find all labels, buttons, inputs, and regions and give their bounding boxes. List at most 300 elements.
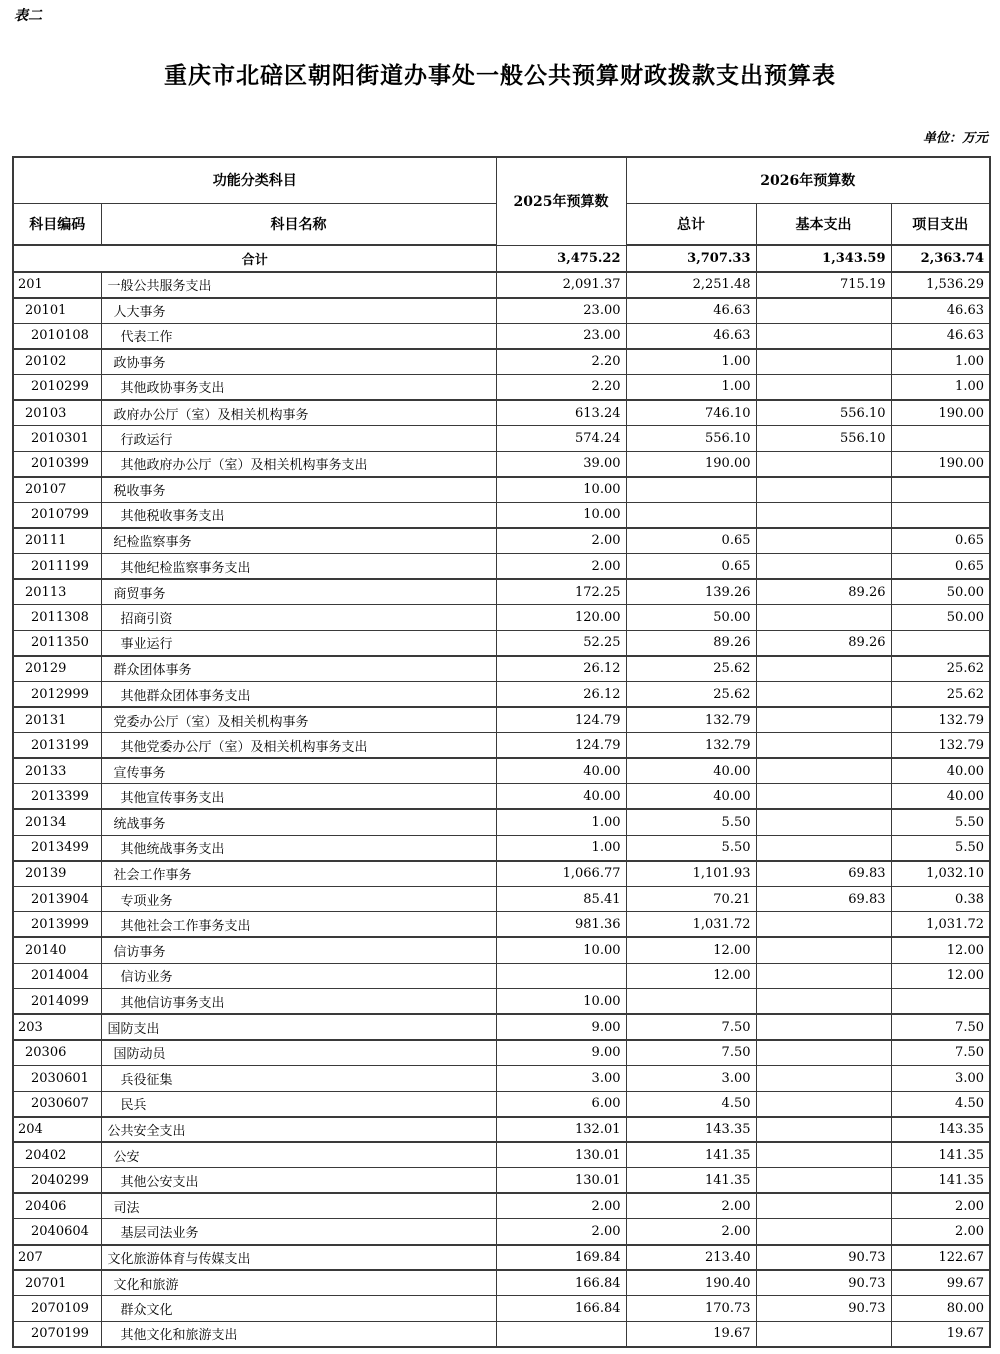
subject-code-cell: 2010299 (13, 374, 101, 400)
budget-2026-total-cell: 213.40 (626, 1245, 756, 1271)
budget-2026-total-cell: 40.00 (626, 758, 756, 784)
table-row (13, 1219, 990, 1245)
table-header (13, 157, 990, 245)
budget-2025-cell: 120.00 (496, 605, 626, 631)
subject-code-cell: 20134 (13, 809, 101, 835)
budget-2026-total-cell: 50.00 (626, 605, 756, 631)
budget-2026-total-cell: 746.10 (626, 400, 756, 426)
budget-2026-total-cell: 1.00 (626, 349, 756, 375)
budget-2026-total-cell: 143.35 (626, 1117, 756, 1143)
budget-2026-project-cell: 12.00 (891, 937, 990, 963)
budget-2026-project-cell (891, 989, 990, 1015)
budget-2025-cell: 26.12 (496, 682, 626, 708)
budget-2025-cell: 2.20 (496, 349, 626, 375)
grand-total-2026-total: 3,707.33 (626, 245, 756, 272)
subject-name-cell: 基层司法业务 (101, 1219, 496, 1245)
budget-2025-cell: 39.00 (496, 451, 626, 477)
budget-2026-project-cell: 1.00 (891, 349, 990, 375)
budget-2026-project-cell: 40.00 (891, 758, 990, 784)
budget-2026-basic-cell (756, 298, 891, 324)
subject-name-cell: 事业运行 (101, 630, 496, 656)
budget-2025-cell: 52.25 (496, 630, 626, 656)
subject-code-cell: 2040299 (13, 1168, 101, 1194)
budget-2026-total-cell: 4.50 (626, 1091, 756, 1117)
budget-2026-basic-cell (756, 1117, 891, 1143)
budget-2026-basic-cell (756, 707, 891, 733)
budget-2025-cell: 2.00 (496, 1219, 626, 1245)
budget-2026-total-cell: 7.50 (626, 1014, 756, 1040)
budget-2026-project-cell: 132.79 (891, 707, 990, 733)
subject-code-cell: 203 (13, 1014, 101, 1040)
table-row (13, 733, 990, 759)
unit-note: 单位：万元 (922, 131, 988, 146)
subject-code-cell: 20131 (13, 707, 101, 733)
table-row (13, 1193, 990, 1219)
budget-2026-basic-cell (756, 784, 891, 810)
table-row (13, 400, 990, 426)
budget-2026-total-cell: 556.10 (626, 426, 756, 452)
subject-name-cell: 公安 (101, 1142, 496, 1168)
subject-code-cell: 20107 (13, 477, 101, 503)
grand-total-2026-project: 2,363.74 (891, 245, 990, 272)
budget-2026-project-cell: 4.50 (891, 1091, 990, 1117)
budget-2026-total-cell: 70.21 (626, 886, 756, 912)
budget-2026-project-cell: 141.35 (891, 1142, 990, 1168)
budget-2025-cell: 3.00 (496, 1065, 626, 1091)
budget-2026-basic-cell: 715.19 (756, 272, 891, 298)
table-row (13, 272, 990, 298)
budget-2025-cell: 23.00 (496, 298, 626, 324)
budget-2026-basic-cell (756, 605, 891, 631)
budget-2026-total-cell: 132.79 (626, 733, 756, 759)
budget-2025-cell (496, 963, 626, 989)
budget-2026-total-cell (626, 477, 756, 503)
budget-2026-project-cell: 25.62 (891, 656, 990, 682)
budget-2026-basic-cell (756, 374, 891, 400)
header-2026-basic: 基本支出 (756, 203, 891, 245)
subject-code-cell: 2013399 (13, 784, 101, 810)
subject-code-cell: 2010301 (13, 426, 101, 452)
subject-code-cell: 2040604 (13, 1219, 101, 1245)
table-row (13, 1296, 990, 1322)
subject-name-cell: 群众文化 (101, 1296, 496, 1322)
grand-total-label: 合计 (13, 245, 496, 272)
budget-2026-total-cell (626, 502, 756, 528)
subject-name-cell: 其他政协事务支出 (101, 374, 496, 400)
subject-code-cell: 20102 (13, 349, 101, 375)
budget-2026-project-cell: 190.00 (891, 451, 990, 477)
budget-2026-basic-cell: 556.10 (756, 400, 891, 426)
subject-name-cell: 纪检监察事务 (101, 528, 496, 554)
table-row (13, 1245, 990, 1271)
subject-name-cell: 民兵 (101, 1091, 496, 1117)
budget-2026-total-cell: 19.67 (626, 1321, 756, 1347)
subject-code-cell: 2030607 (13, 1091, 101, 1117)
table-row (13, 1321, 990, 1347)
budget-2025-cell: 124.79 (496, 733, 626, 759)
budget-2025-cell: 130.01 (496, 1142, 626, 1168)
budget-2025-cell: 1.00 (496, 809, 626, 835)
table-row (13, 426, 990, 452)
budget-2026-basic-cell: 90.73 (756, 1245, 891, 1271)
header-2026-total: 总计 (626, 203, 756, 245)
budget-2026-basic-cell (756, 1193, 891, 1219)
header-subject-name: 科目名称 (101, 203, 496, 245)
subject-code-cell: 2012999 (13, 682, 101, 708)
grand-total-2026-basic: 1,343.59 (756, 245, 891, 272)
table-row (13, 298, 990, 324)
header-row-1 (13, 157, 990, 203)
budget-2026-project-cell: 0.65 (891, 528, 990, 554)
budget-2026-basic-cell (756, 758, 891, 784)
table-row (13, 605, 990, 631)
budget-2026-project-cell: 0.65 (891, 554, 990, 580)
budget-2026-basic-cell: 556.10 (756, 426, 891, 452)
budget-2025-cell: 26.12 (496, 656, 626, 682)
subject-code-cell: 2013904 (13, 886, 101, 912)
table-row (13, 656, 990, 682)
budget-2026-project-cell: 80.00 (891, 1296, 990, 1322)
budget-2026-basic-cell (756, 1219, 891, 1245)
subject-name-cell: 兵役征集 (101, 1065, 496, 1091)
budget-2025-cell: 172.25 (496, 579, 626, 605)
budget-2026-total-cell: 89.26 (626, 630, 756, 656)
budget-2025-cell: 613.24 (496, 400, 626, 426)
budget-2026-total-cell: 46.63 (626, 323, 756, 349)
subject-code-cell: 2010108 (13, 323, 101, 349)
table-row (13, 1091, 990, 1117)
budget-2026-total-cell: 12.00 (626, 963, 756, 989)
table-row (13, 323, 990, 349)
table-row (13, 1014, 990, 1040)
subject-code-cell: 20306 (13, 1040, 101, 1066)
table-row (13, 963, 990, 989)
subject-name-cell: 其他公安支出 (101, 1168, 496, 1194)
budget-2026-total-cell: 25.62 (626, 682, 756, 708)
table-row (13, 707, 990, 733)
budget-2025-cell: 10.00 (496, 502, 626, 528)
budget-2026-project-cell: 99.67 (891, 1270, 990, 1296)
budget-2026-total-cell: 2.00 (626, 1193, 756, 1219)
subject-name-cell: 政府办公厅（室）及相关机构事务 (101, 400, 496, 426)
budget-2026-total-cell: 25.62 (626, 656, 756, 682)
budget-2026-basic-cell (756, 1321, 891, 1347)
budget-2026-project-cell: 1,032.10 (891, 861, 990, 887)
budget-2026-project-cell: 1,031.72 (891, 912, 990, 938)
table-row (13, 579, 990, 605)
budget-2025-cell: 2,091.37 (496, 272, 626, 298)
budget-2026-total-cell: 40.00 (626, 784, 756, 810)
subject-code-cell: 204 (13, 1117, 101, 1143)
table-row (13, 937, 990, 963)
budget-2025-cell: 2.20 (496, 374, 626, 400)
subject-name-cell: 其他统战事务支出 (101, 835, 496, 861)
budget-2025-cell: 124.79 (496, 707, 626, 733)
budget-2026-project-cell: 7.50 (891, 1040, 990, 1066)
subject-name-cell: 其他文化和旅游支出 (101, 1321, 496, 1347)
subject-name-cell: 商贸事务 (101, 579, 496, 605)
grand-total-2025: 3,475.22 (496, 245, 626, 272)
budget-2026-basic-cell (756, 323, 891, 349)
subject-code-cell: 2013199 (13, 733, 101, 759)
budget-2026-total-cell (626, 989, 756, 1015)
budget-2026-total-cell: 0.65 (626, 554, 756, 580)
subject-code-cell: 2014004 (13, 963, 101, 989)
budget-2025-cell: 85.41 (496, 886, 626, 912)
subject-name-cell: 党委办公厅（室）及相关机构事务 (101, 707, 496, 733)
budget-2026-project-cell: 2.00 (891, 1193, 990, 1219)
subject-name-cell: 文化和旅游 (101, 1270, 496, 1296)
subject-name-cell: 招商引资 (101, 605, 496, 631)
subject-name-cell: 信访业务 (101, 963, 496, 989)
budget-2026-project-cell: 12.00 (891, 963, 990, 989)
budget-2026-project-cell (891, 630, 990, 656)
budget-2025-cell: 2.00 (496, 1193, 626, 1219)
subject-name-cell: 政协事务 (101, 349, 496, 375)
subject-code-cell: 20101 (13, 298, 101, 324)
budget-2026-project-cell: 132.79 (891, 733, 990, 759)
table-row (13, 451, 990, 477)
subject-code-cell: 2011350 (13, 630, 101, 656)
subject-code-cell: 20113 (13, 579, 101, 605)
budget-2026-project-cell (891, 477, 990, 503)
table-row (13, 1040, 990, 1066)
page-title: 重庆市北碚区朝阳街道办事处一般公共预算财政拨款支出预算表 (164, 63, 836, 89)
budget-2026-basic-cell (756, 809, 891, 835)
subject-name-cell: 其他宣传事务支出 (101, 784, 496, 810)
header-subject-code: 科目编码 (13, 203, 101, 245)
budget-2026-basic-cell (756, 1168, 891, 1194)
subject-name-cell: 专项业务 (101, 886, 496, 912)
budget-2025-cell: 10.00 (496, 477, 626, 503)
budget-2026-total-cell: 5.50 (626, 835, 756, 861)
budget-2026-basic-cell (756, 1091, 891, 1117)
budget-2025-cell: 166.84 (496, 1296, 626, 1322)
table-row (13, 374, 990, 400)
budget-2026-total-cell: 132.79 (626, 707, 756, 733)
table-row (13, 630, 990, 656)
subject-name-cell: 信访事务 (101, 937, 496, 963)
subject-code-cell: 2010799 (13, 502, 101, 528)
table-row (13, 1142, 990, 1168)
subject-name-cell: 公共安全支出 (101, 1117, 496, 1143)
subject-name-cell: 其他政府办公厅（室）及相关机构事务支出 (101, 451, 496, 477)
header-2026-budget: 2026年预算数 (626, 157, 990, 203)
table-row (13, 502, 990, 528)
subject-code-cell: 207 (13, 1245, 101, 1271)
budget-2025-cell: 40.00 (496, 784, 626, 810)
table-row (13, 835, 990, 861)
budget-2025-cell: 10.00 (496, 937, 626, 963)
subject-name-cell: 国防支出 (101, 1014, 496, 1040)
table-row (13, 682, 990, 708)
budget-2025-cell: 23.00 (496, 323, 626, 349)
table-row (13, 477, 990, 503)
budget-2026-basic-cell (756, 682, 891, 708)
budget-2026-project-cell (891, 426, 990, 452)
budget-2026-project-cell: 25.62 (891, 682, 990, 708)
budget-2025-cell (496, 1321, 626, 1347)
budget-2026-total-cell: 141.35 (626, 1142, 756, 1168)
subject-name-cell: 一般公共服务支出 (101, 272, 496, 298)
subject-code-cell: 20402 (13, 1142, 101, 1168)
budget-2025-cell: 6.00 (496, 1091, 626, 1117)
budget-2025-cell: 1.00 (496, 835, 626, 861)
budget-2025-cell: 9.00 (496, 1014, 626, 1040)
budget-2026-project-cell: 141.35 (891, 1168, 990, 1194)
budget-2025-cell: 2.00 (496, 528, 626, 554)
table-number-label: 表二 (14, 8, 42, 24)
budget-2026-total-cell: 5.50 (626, 809, 756, 835)
budget-2026-total-cell: 46.63 (626, 298, 756, 324)
budget-2026-project-cell: 46.63 (891, 323, 990, 349)
budget-2025-cell: 2.00 (496, 554, 626, 580)
budget-2026-basic-cell (756, 349, 891, 375)
subject-name-cell: 文化旅游体育与传媒支出 (101, 1245, 496, 1271)
budget-2025-cell: 981.36 (496, 912, 626, 938)
budget-2025-cell: 574.24 (496, 426, 626, 452)
subject-code-cell: 20103 (13, 400, 101, 426)
budget-2026-project-cell: 5.50 (891, 835, 990, 861)
budget-2026-basic-cell (756, 963, 891, 989)
budget-2026-basic-cell (756, 1065, 891, 1091)
subject-name-cell: 国防动员 (101, 1040, 496, 1066)
budget-2026-total-cell: 3.00 (626, 1065, 756, 1091)
subject-name-cell: 税收事务 (101, 477, 496, 503)
header-functional-classification: 功能分类科目 (13, 157, 496, 203)
subject-code-cell: 2070199 (13, 1321, 101, 1347)
budget-2026-project-cell: 190.00 (891, 400, 990, 426)
table-row (13, 758, 990, 784)
budget-2026-total-cell: 190.40 (626, 1270, 756, 1296)
budget-2026-total-cell: 1,031.72 (626, 912, 756, 938)
budget-2025-cell: 130.01 (496, 1168, 626, 1194)
subject-name-cell: 代表工作 (101, 323, 496, 349)
budget-2026-total-cell: 1.00 (626, 374, 756, 400)
budget-2026-total-cell: 170.73 (626, 1296, 756, 1322)
subject-code-cell: 2030601 (13, 1065, 101, 1091)
subject-name-cell: 人大事务 (101, 298, 496, 324)
table-row (13, 1065, 990, 1091)
subject-code-cell: 20139 (13, 861, 101, 887)
budget-2025-cell: 132.01 (496, 1117, 626, 1143)
subject-code-cell: 2011199 (13, 554, 101, 580)
subject-name-cell: 行政运行 (101, 426, 496, 452)
budget-2026-basic-cell (756, 477, 891, 503)
budget-2026-basic-cell (756, 451, 891, 477)
budget-2026-project-cell: 3.00 (891, 1065, 990, 1091)
budget-2026-total-cell: 1,101.93 (626, 861, 756, 887)
subject-name-cell: 其他社会工作事务支出 (101, 912, 496, 938)
budget-2026-basic-cell (756, 835, 891, 861)
budget-2026-project-cell: 50.00 (891, 579, 990, 605)
subject-name-cell: 宣传事务 (101, 758, 496, 784)
table-body (13, 245, 990, 1347)
subject-name-cell: 群众团体事务 (101, 656, 496, 682)
budget-2026-project-cell: 40.00 (891, 784, 990, 810)
budget-2026-total-cell: 190.00 (626, 451, 756, 477)
subject-code-cell: 20133 (13, 758, 101, 784)
table-row (13, 528, 990, 554)
subject-name-cell: 其他税收事务支出 (101, 502, 496, 528)
subject-name-cell: 其他党委办公厅（室）及相关机构事务支出 (101, 733, 496, 759)
budget-2026-basic-cell (756, 989, 891, 1015)
budget-2025-cell: 9.00 (496, 1040, 626, 1066)
budget-2025-cell: 10.00 (496, 989, 626, 1015)
budget-2026-basic-cell (756, 1014, 891, 1040)
subject-name-cell: 其他纪检监察事务支出 (101, 554, 496, 580)
budget-2026-basic-cell (756, 912, 891, 938)
budget-2026-basic-cell: 69.83 (756, 886, 891, 912)
budget-2026-project-cell: 2.00 (891, 1219, 990, 1245)
grand-total-row (13, 245, 990, 272)
subject-code-cell: 2011308 (13, 605, 101, 631)
table-row (13, 1117, 990, 1143)
budget-2026-basic-cell (756, 656, 891, 682)
header-2026-project: 项目支出 (891, 203, 990, 245)
table-row (13, 554, 990, 580)
budget-2026-project-cell: 1.00 (891, 374, 990, 400)
subject-code-cell: 20701 (13, 1270, 101, 1296)
table-row (13, 861, 990, 887)
budget-2025-cell: 1,066.77 (496, 861, 626, 887)
table-row (13, 809, 990, 835)
budget-2026-basic-cell (756, 733, 891, 759)
table-row (13, 1168, 990, 1194)
budget-2026-basic-cell (756, 1040, 891, 1066)
subject-name-cell: 其他信访事务支出 (101, 989, 496, 1015)
table-row (13, 989, 990, 1015)
table-row (13, 784, 990, 810)
subject-code-cell: 20406 (13, 1193, 101, 1219)
table-row (13, 886, 990, 912)
budget-2026-project-cell: 5.50 (891, 809, 990, 835)
subject-code-cell: 20140 (13, 937, 101, 963)
budget-2026-basic-cell: 69.83 (756, 861, 891, 887)
subject-name-cell: 其他群众团体事务支出 (101, 682, 496, 708)
budget-2026-project-cell: 7.50 (891, 1014, 990, 1040)
budget-2026-project-cell: 50.00 (891, 605, 990, 631)
budget-2025-cell: 169.84 (496, 1245, 626, 1271)
budget-2026-total-cell: 2.00 (626, 1219, 756, 1245)
subject-name-cell: 司法 (101, 1193, 496, 1219)
budget-2026-project-cell: 143.35 (891, 1117, 990, 1143)
budget-2026-basic-cell (756, 937, 891, 963)
subject-name-cell: 统战事务 (101, 809, 496, 835)
budget-2026-basic-cell: 90.73 (756, 1270, 891, 1296)
budget-2026-project-cell: 122.67 (891, 1245, 990, 1271)
subject-code-cell: 201 (13, 272, 101, 298)
budget-2026-project-cell: 46.63 (891, 298, 990, 324)
budget-2025-cell: 166.84 (496, 1270, 626, 1296)
subject-code-cell: 2010399 (13, 451, 101, 477)
budget-2026-total-cell: 0.65 (626, 528, 756, 554)
budget-2025-cell: 40.00 (496, 758, 626, 784)
budget-2026-basic-cell: 90.73 (756, 1296, 891, 1322)
subject-code-cell: 20129 (13, 656, 101, 682)
subject-code-cell: 2070109 (13, 1296, 101, 1322)
budget-2026-basic-cell: 89.26 (756, 630, 891, 656)
budget-2026-total-cell: 7.50 (626, 1040, 756, 1066)
table-row (13, 1270, 990, 1296)
subject-code-cell: 2013999 (13, 912, 101, 938)
budget-2026-total-cell: 2,251.48 (626, 272, 756, 298)
budget-2026-project-cell (891, 502, 990, 528)
budget-2026-basic-cell (756, 554, 891, 580)
budget-2026-project-cell: 1,536.29 (891, 272, 990, 298)
budget-2026-basic-cell (756, 1142, 891, 1168)
header-2025-budget: 2025年预算数 (496, 157, 626, 245)
